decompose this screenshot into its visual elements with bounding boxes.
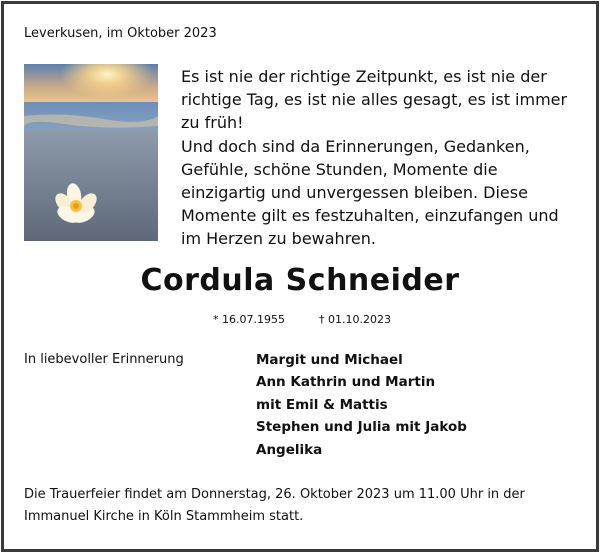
family-member: Ann Kathrin und Martin xyxy=(256,374,436,391)
beach-flower-photo xyxy=(24,64,158,241)
death-date: † 01.10.2023 xyxy=(319,313,391,326)
family-member: Margit und Michael xyxy=(256,352,403,368)
poem-paragraph-1: Es ist nie der richtige Zeitpunkt, es ist nie der richtige Tag, es ist nie alles gesagt, es ist immer zu früh! xyxy=(181,67,568,133)
family-member: Angelika xyxy=(256,441,323,458)
family-list xyxy=(256,349,467,461)
family-member: Stephen und Julia mit Jakob xyxy=(256,419,467,436)
deceased-name: Cordula Schneider xyxy=(140,263,460,298)
poem xyxy=(181,65,581,251)
funeral-info: Die Trauerfeier findet am Donnerstag, 26. Oktober 2023 um 11.00 Uhr in der Immanuel Kirche in Köln Stammheim statt. xyxy=(24,487,525,524)
memory-text: In liebevoller Erinnerung xyxy=(24,352,184,367)
family-member: mit Emil & Mattis xyxy=(256,396,388,413)
place-date: Leverkusen, im Oktober 2023 xyxy=(24,26,217,41)
birth-date: * 16.07.1955 xyxy=(213,313,285,326)
poem-paragraph-2: Und doch sind da Erinnerungen, Gedanken, Gefühle, schöne Stunden, Momente die einzigartig und unvergessen bleiben. Diese Momente gilt es festzuhalten, einzufangen und im Herzen zu bewahren. xyxy=(181,136,559,249)
